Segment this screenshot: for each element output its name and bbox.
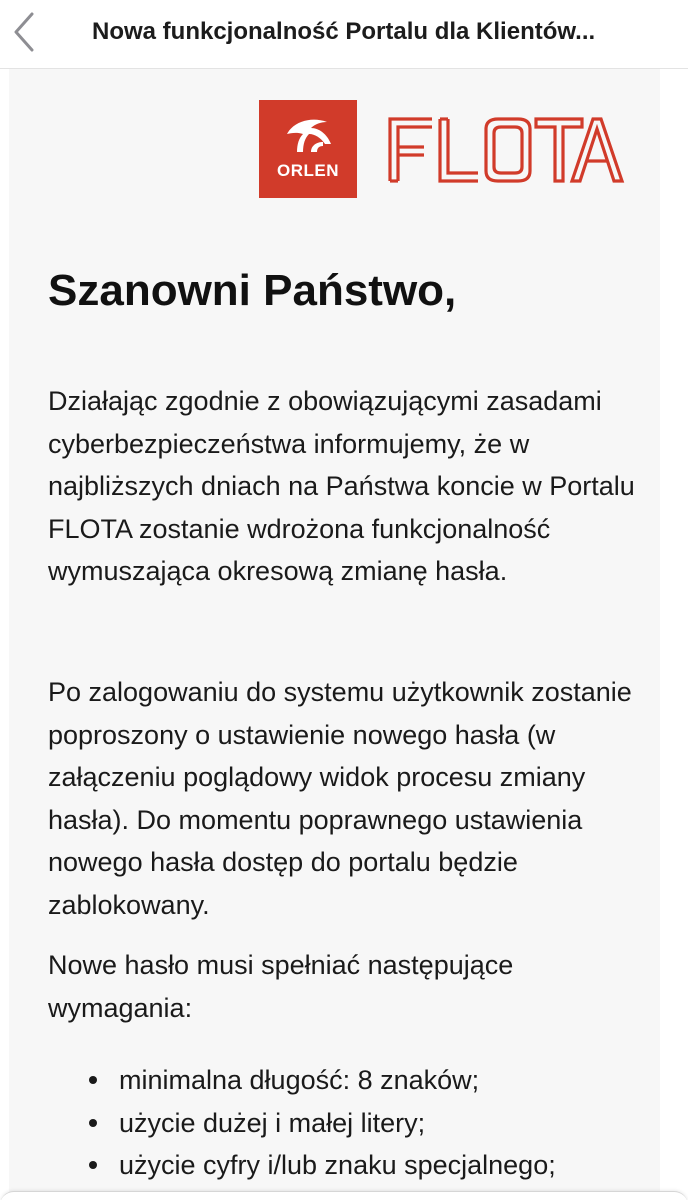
password-requirements-list xyxy=(48,1059,648,1187)
email-paragraph: Nowe hasło musi spełniać następujące wymagania: xyxy=(48,950,514,1023)
orlen-eagle-icon xyxy=(281,112,337,160)
requirement-text: minimalna długość: 8 znaków; xyxy=(119,1065,480,1095)
bullet-icon xyxy=(89,1161,97,1169)
email-paragraph: Działając zgodnie z obowiązującymi zasadami cyberbezpieczeństwa informujemy, że w najbliższych dniach na Państwa koncie w Portalu FLOTA zostanie wdrożona funkcjonalność wymuszająca okresową zmianę hasła. xyxy=(48,386,635,587)
list-item xyxy=(48,1059,648,1102)
bullet-icon xyxy=(89,1119,97,1127)
requirement-text: użycie cyfry i/lub znaku specjalnego; xyxy=(119,1150,556,1181)
bottom-sheet-edge[interactable] xyxy=(0,1191,688,1200)
list-item xyxy=(48,1144,648,1187)
navigation-bar xyxy=(0,0,688,69)
email-body xyxy=(9,69,660,1200)
email-subject-title: Nowa funkcjonalność Portalu dla Klientów... xyxy=(92,18,596,45)
orlen-logo xyxy=(259,100,357,198)
bullet-icon xyxy=(89,1076,97,1084)
flota-wordmark xyxy=(386,115,626,185)
back-button[interactable] xyxy=(2,8,46,56)
orlen-wordmark: ORLEN xyxy=(277,161,339,180)
list-item xyxy=(48,1102,648,1145)
email-greeting: Szanowni Państwo, xyxy=(48,266,457,315)
chevron-left-icon xyxy=(12,12,36,52)
requirement-text: użycie dużej i małej litery; xyxy=(119,1107,426,1138)
email-paragraph: Po zalogowaniu do systemu użytkownik zostanie poproszony o ustawienie nowego hasła (w załączeniu poglądowy widok procesu zmiany hasła). Do momentu poprawnego ustawienia nowego hasła dostęp do portalu będzie zablokowany. xyxy=(48,677,632,920)
